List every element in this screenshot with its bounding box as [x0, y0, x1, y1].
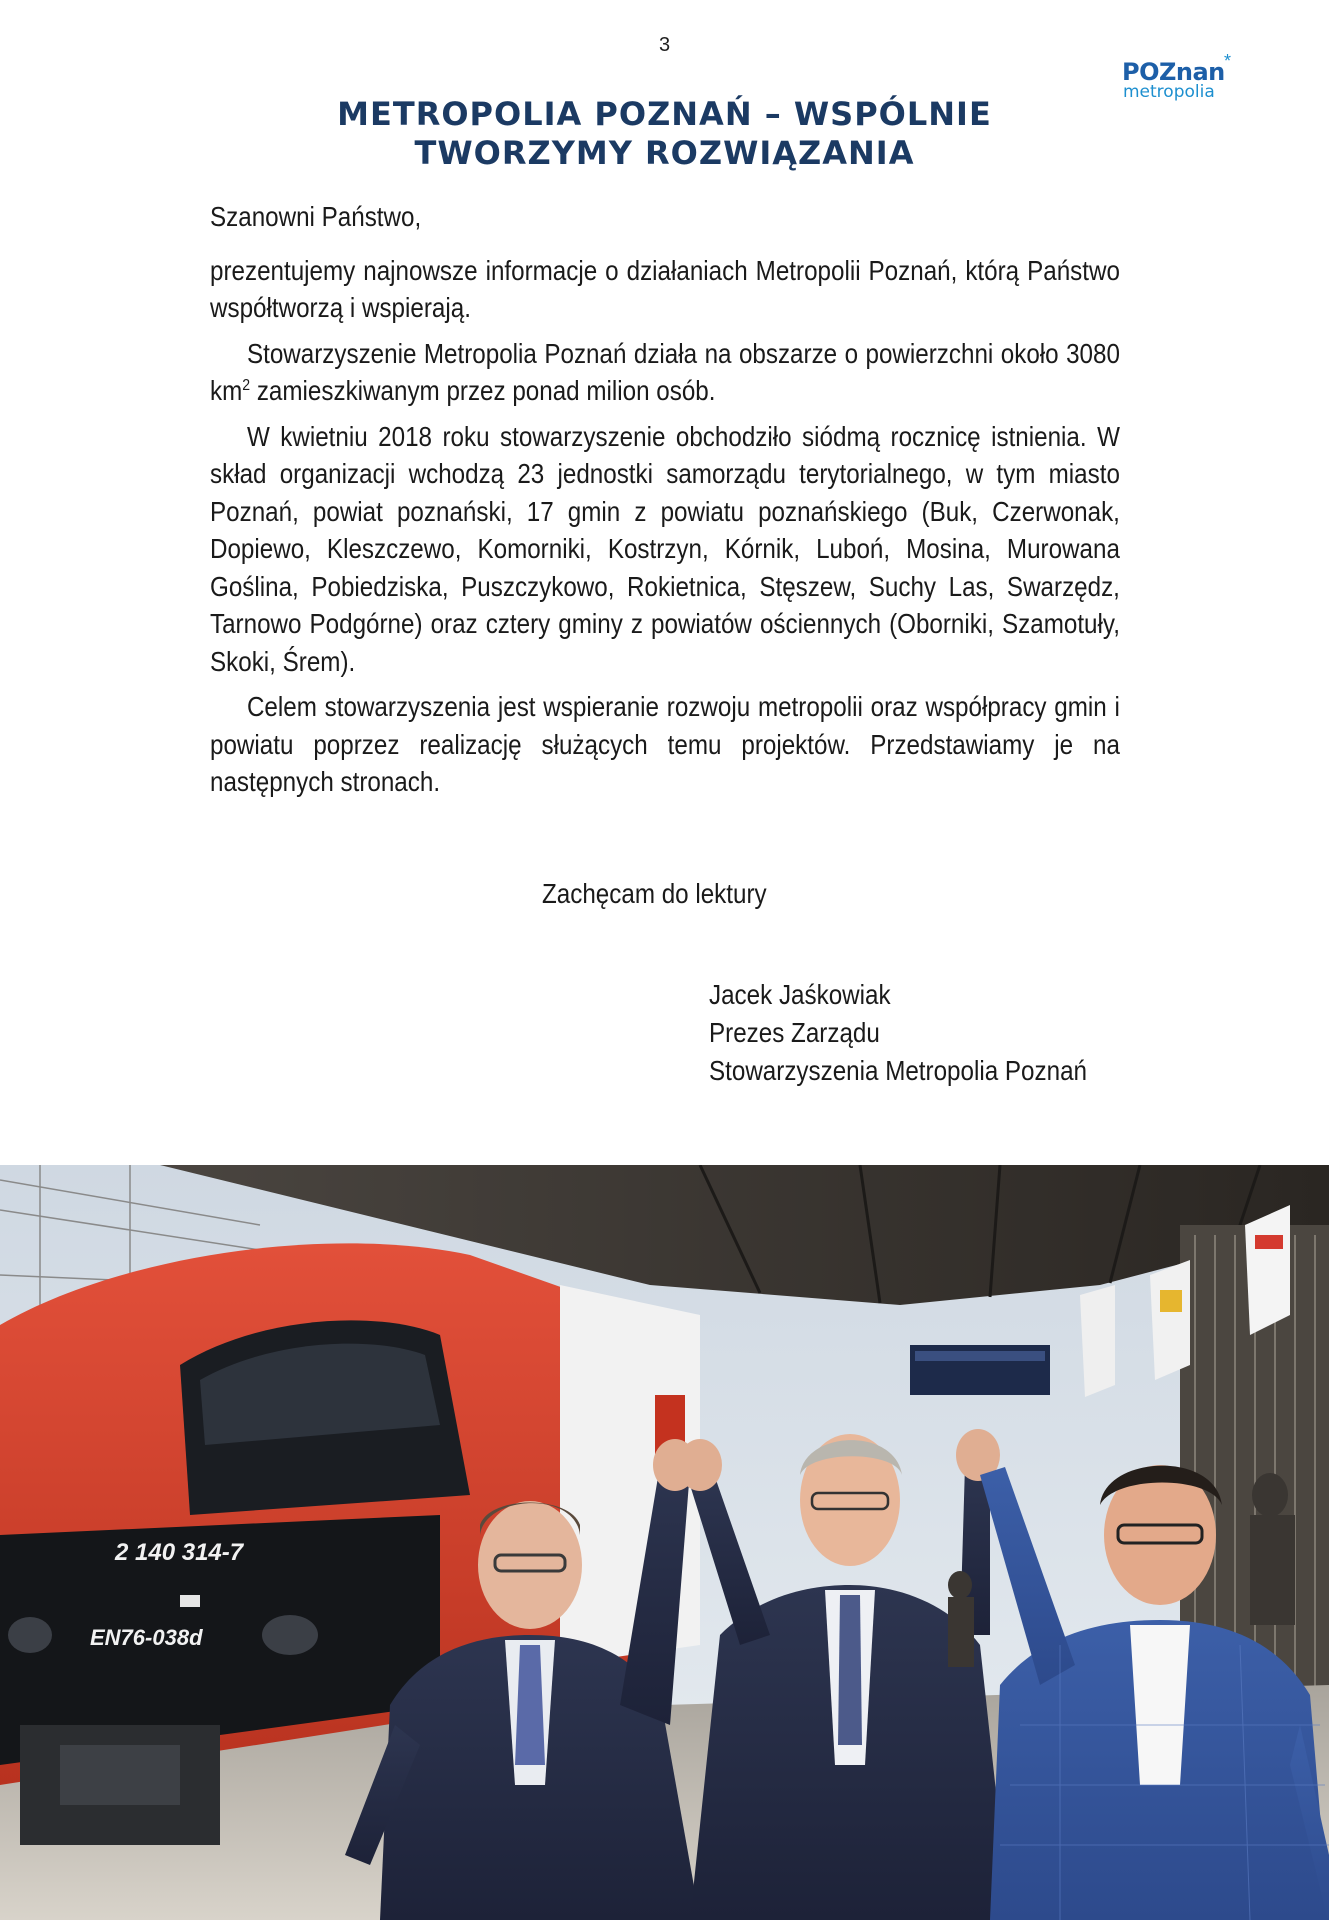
page-title: [210, 95, 1119, 173]
letter-paragraph-1: prezentujemy najnowsze informacje o działaniach Metropolii Poznań, którą Państwo współtworzą i wspierają.: [210, 254, 1120, 323]
letter-body: [210, 198, 1120, 801]
paragraph-2-text: Stowarzyszenie Metropolia Poznań działa na obszarze o powierzchni około 3080 km: [210, 337, 1120, 406]
letter-paragraph-4: Celem stowarzyszenia jest wspieranie rozwoju metropolii oraz współpracy gmin i powiatu poprzez realizację służących temu projektów. Przedstawiamy je na następnych stronach.: [210, 691, 1120, 797]
signature-role: Prezes Zarządu: [709, 1017, 880, 1048]
train-station-photo: [0, 1165, 1329, 1920]
paragraph-2-text-end: zamieszkiwanym przez ponad milion osób.: [250, 375, 716, 406]
letter-closing: Zachęcam do lektury: [542, 878, 767, 909]
letter-paragraph-3: W kwietniu 2018 roku stowarzyszenie obchodziło siódmą rocznicę istnienia. W skład organizacji wchodzą 23 jednostki samorządu terytorialnego, w tym miasto Poznań, powiat poznański, 17 gmin z powiatu poznańskiego (Buk, Czerwonak, Dopiewo, Kleszczewo, Komorniki, Kostrzyn, Kórnik, Luboń, Mosina, Murowana Goślina, Pobiedziska, Puszczykowo, Rokietnica, Stęszew, Suchy Las, Swarzędz, Tarnowo Podgórne) oraz cztery gminy z powiatów ościennych (Oborniki, Szamotuły, Skoki, Śrem).: [210, 420, 1120, 677]
train-model: EN76-038d: [90, 1625, 203, 1650]
signature-name: Jacek Jaśkowiak: [709, 979, 891, 1010]
poznan-metropolia-logo: [1120, 52, 1240, 102]
title-line-2: TWORZYMY ROZWIĄZANIA: [414, 134, 915, 172]
title-line-1: METROPOLIA POZNAŃ – WSPÓLNIE: [337, 95, 992, 133]
page-number: 3: [658, 34, 671, 56]
superscript-2: 2: [242, 376, 251, 394]
letter-paragraph-2: [210, 335, 1120, 410]
train-number: 2 140 314-7: [115, 1539, 244, 1566]
logo-star-icon: *: [1224, 51, 1232, 71]
logo-sub-text: metropolia: [1123, 82, 1215, 102]
front-lamp: [180, 1595, 200, 1607]
signature-block: [709, 976, 1087, 1090]
headlight-left: [8, 1617, 52, 1653]
logo-main-text: POZnan: [1122, 58, 1225, 86]
signature-org: Stowarzyszenia Metropolia Poznań: [709, 1055, 1087, 1086]
headlight-right: [262, 1615, 318, 1655]
letter-greeting: Szanowni Państwo,: [210, 201, 422, 232]
